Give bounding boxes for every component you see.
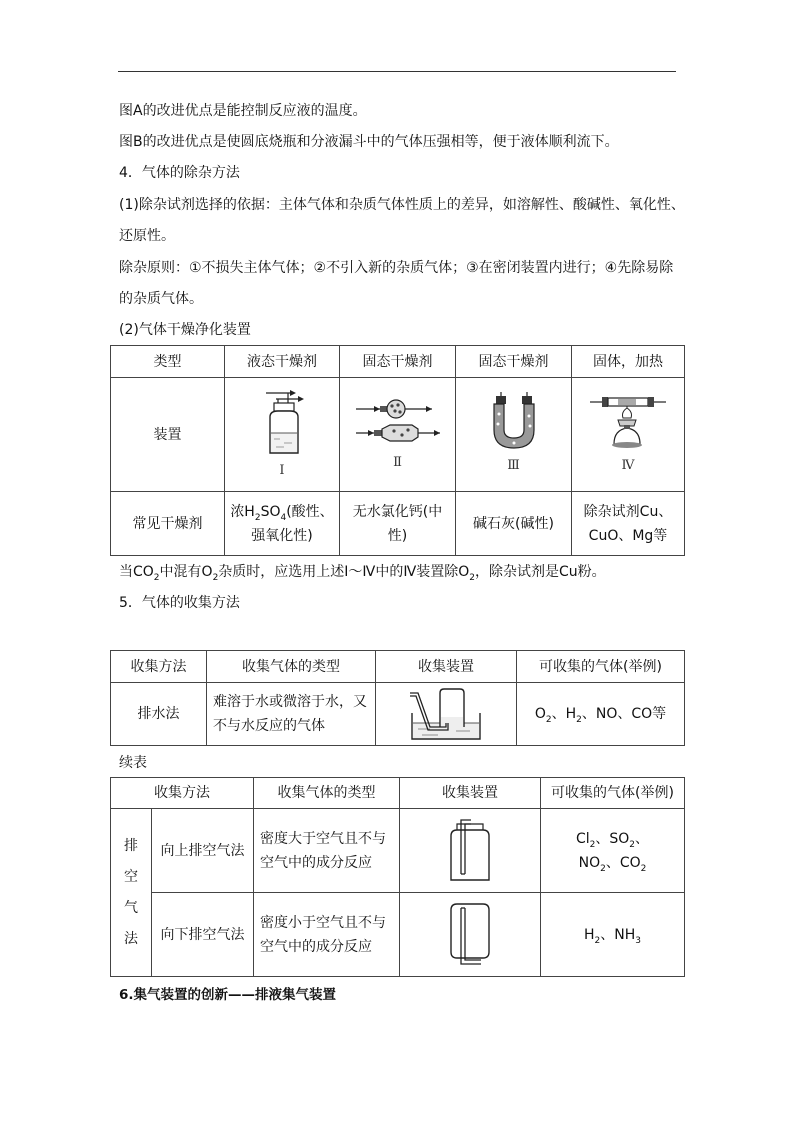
header-solid-desiccant-1: 固态干燥剂 (340, 346, 456, 378)
t2-row1-type-line2: 空气中的成分反应 (260, 854, 372, 871)
t2-group-char-2: 空 (124, 868, 138, 885)
device-label-4: Ⅳ (621, 457, 635, 473)
t2-row1-method: 向上排空气法 (152, 809, 254, 893)
t2-row1-type (254, 809, 400, 893)
agent1-line1: 浓$H_2SO_4$(酸性、 (230, 503, 334, 523)
gas-washing-bottle-icon (252, 387, 312, 459)
device-label-2: Ⅱ (393, 454, 402, 470)
t2-header-method: 收集方法 (111, 778, 254, 809)
t1-header-type: 收集气体的类型 (207, 651, 376, 683)
agent4-line2: CuO、Mg等 (588, 527, 668, 544)
t2-header-device: 收集装置 (400, 778, 541, 809)
agent2-line2: 性) (387, 527, 408, 544)
section4-p2-line1: 除杂原则：①不损失主体气体；②不引入新的杂质气体；③在密闭装置内进行；④先除易除 (119, 260, 674, 276)
device-cell-1 (225, 378, 340, 492)
water-displacement-icon (408, 687, 484, 741)
t2-row2-type-line1: 密度小于空气且不与 (260, 914, 386, 931)
drying-table (110, 345, 685, 556)
downward-air-displacement-icon (445, 900, 495, 970)
t2-group-char-3: 气 (124, 899, 138, 916)
t2-row2-gases: $H_2$、$NH_3$ (541, 893, 685, 977)
agent-cell-4 (572, 492, 685, 556)
agent-cell-3: 碱石灰(碱性) (456, 492, 572, 556)
section4-p1-line2: 还原性。 (119, 228, 175, 244)
t2-row1-gases (541, 809, 685, 893)
t1-device (376, 683, 517, 746)
intro-line-b: 图B的改进优点是使圆底烧瓶和分液漏斗中的气体压强相等，便于液体顺利流下。 (119, 134, 619, 150)
t1-header-device: 收集装置 (376, 651, 517, 683)
device-cell-4 (572, 378, 685, 492)
t1-header-method: 收集方法 (111, 651, 207, 683)
agent-cell-1 (225, 492, 340, 556)
section4-heading: 4．气体的除杂方法 (119, 165, 240, 181)
device-cell-2 (340, 378, 456, 492)
t2-header-type: 收集气体的类型 (254, 778, 400, 809)
t2-group-char-4: 法 (124, 930, 138, 947)
section4-p1-line1: (1)除杂试剂选择的依据：主体气体和杂质气体性质上的差异，如溶解性、酸碱性、氧化性、 (119, 197, 685, 213)
header-solid-desiccant-2: 固态干燥剂 (456, 346, 572, 378)
agent2-line1: 无水氯化钙(中 (352, 503, 443, 520)
collection-table-1 (110, 650, 685, 746)
header-type: 类型 (111, 346, 225, 378)
t2-row1-type-line1: 密度大于空气且不与 (260, 830, 386, 847)
t2-row2-type (254, 893, 400, 977)
t1-header-gases: 可收集的气体(举例) (517, 651, 685, 683)
t2-header-gases: 可收集的气体(举例) (541, 778, 685, 809)
t2-group-label (111, 809, 152, 977)
section5-heading: 5．气体的收集方法 (119, 595, 240, 611)
row-agent-label: 常见干燥剂 (111, 492, 225, 556)
agent-cell-2 (340, 492, 456, 556)
device-cell-3 (456, 378, 572, 492)
header-liquid-desiccant: 液态干燥剂 (225, 346, 340, 378)
t1-type-line2: 不与水反应的气体 (213, 718, 325, 734)
upward-air-displacement-icon (445, 818, 495, 884)
t2-row2-type-line2: 空气中的成分反应 (260, 938, 372, 955)
drying-tube-icon (350, 395, 446, 451)
t2-group-char-1: 排 (124, 837, 138, 854)
t1-type (207, 683, 376, 746)
device-label-3: Ⅲ (507, 457, 520, 473)
t2-row1-gases-line2: $NO_2$、$CO_2$ (578, 854, 647, 874)
agent1-line2: 强氧化性) (251, 527, 313, 544)
u-tube-icon (484, 392, 544, 454)
t1-method: 排水法 (111, 683, 207, 746)
header-rule (118, 71, 676, 72)
section4-p3: (2)气体干燥净化装置 (119, 322, 251, 338)
t1-gases: $O_2$、$H_2$、NO、CO等 (517, 683, 685, 746)
t2-row1-gases-line1: $Cl_2$、$SO_2$、 (575, 830, 650, 850)
row-device-label: 装置 (111, 378, 225, 492)
agent4-line1: 除杂试剂Cu、 (583, 503, 673, 520)
collection-table-2 (110, 777, 685, 977)
continued-label: 续表 (119, 755, 147, 771)
drying-note: 当$CO_2$中混有$O_2$杂质时，应选用上述Ⅰ～Ⅳ中的Ⅳ装置除$O_2$，除杂试剂是Cu粉。 (119, 564, 606, 583)
t1-type-line1: 难溶于水或微溶于水，又 (213, 694, 367, 710)
t2-row1-device (400, 809, 541, 893)
t2-row2-device (400, 893, 541, 977)
t2-row2-method: 向下排空气法 (152, 893, 254, 977)
device-label-1: Ⅰ (279, 462, 285, 478)
section6-heading: 6.集气装置的创新——排液集气装置 (119, 987, 337, 1003)
heated-tube-icon (588, 392, 668, 454)
section4-p2-line2: 的杂质气体。 (119, 291, 203, 307)
header-solid-heating: 固体，加热 (572, 346, 685, 378)
intro-line-a: 图A的改进优点是能控制反应液的温度。 (119, 103, 367, 119)
